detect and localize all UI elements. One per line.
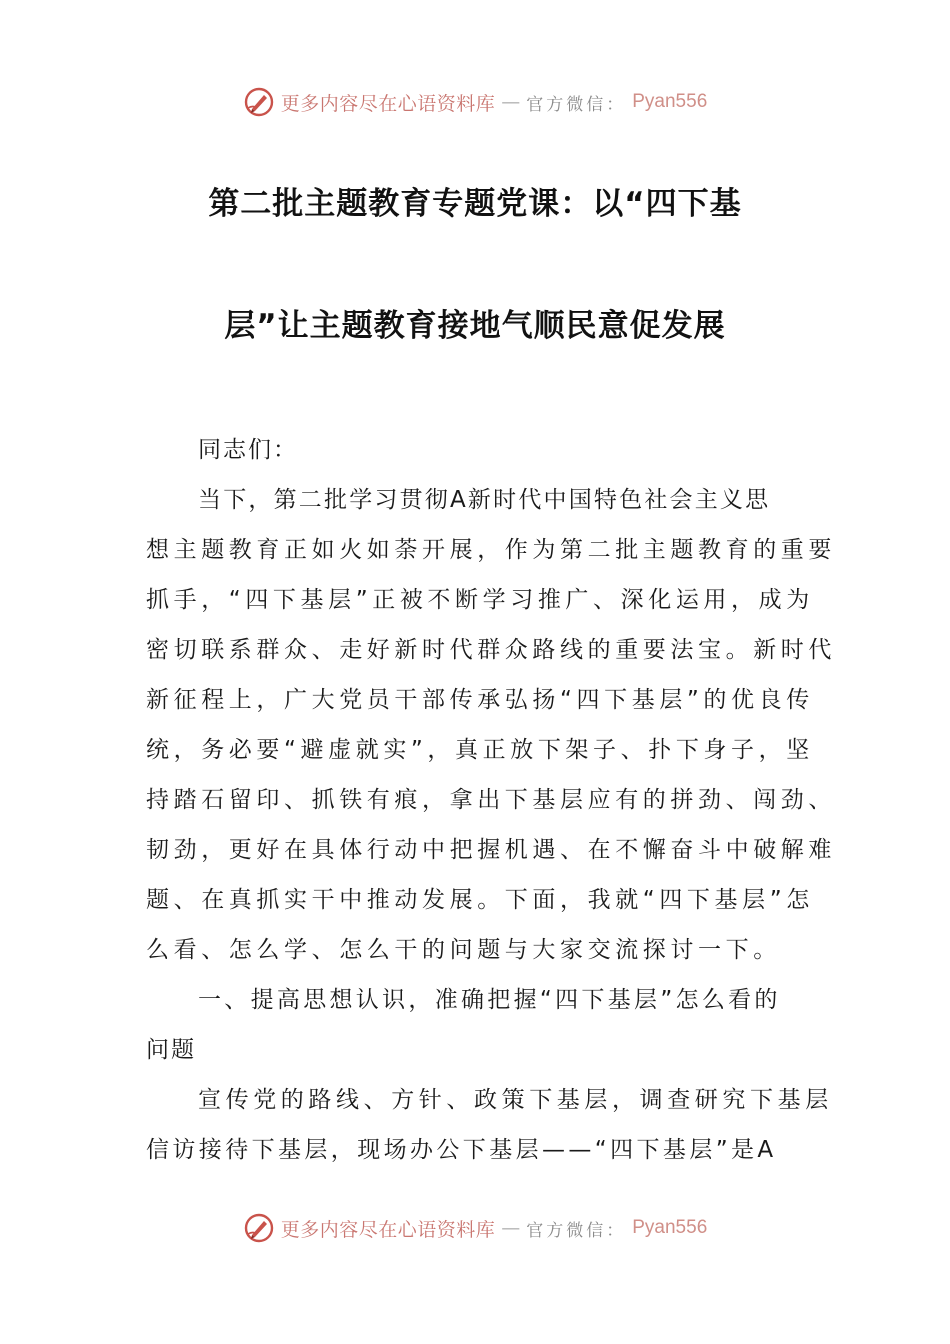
section-heading-line: 一、提高思想认识，准确把握“四下基层”怎么看的 bbox=[198, 987, 781, 1013]
pen-logo-icon bbox=[243, 86, 275, 118]
document-title-line-2: 层”让主题教育接地气顺民意促发展 bbox=[224, 308, 726, 344]
watermark-dash: — bbox=[501, 1217, 521, 1239]
paragraph-line: 么看、怎么学、怎么干的问题与大家交流探讨一下。 bbox=[146, 937, 781, 963]
paragraph-line: 信访接待下基层，现场办公下基层——“四下基层”是A bbox=[146, 1137, 777, 1163]
paragraph-line: 新征程上，广大党员干部传承弘扬“四下基层”的优良传 bbox=[146, 687, 814, 713]
paragraph-line: 当下，第二批学习贯彻A新时代中国特色社会主义思 bbox=[198, 487, 771, 513]
paragraph-line: 宣传党的路线、方针、政策下基层，调查研究下基层 bbox=[198, 1087, 833, 1113]
paragraph-line: 持踏石留印、抓铁有痕，拿出下基层应有的拼劲、闯劲、 bbox=[146, 787, 836, 813]
watermark-dash: — bbox=[501, 91, 521, 113]
document-title-line-1: 第二批主题教育专题党课：以“四下基 bbox=[208, 186, 742, 222]
salutation: 同志们： bbox=[198, 437, 298, 463]
watermark-main-text: 更多内容尽在心语资料库 bbox=[280, 1218, 496, 1241]
paragraph-line: 韧劲，更好在具体行动中把握机遇、在不懈奋斗中破解难 bbox=[146, 837, 836, 863]
pen-logo-icon bbox=[243, 1212, 275, 1244]
watermark-main-text: 更多内容尽在心语资料库 bbox=[280, 92, 496, 115]
paragraph-line: 想主题教育正如火如荼开展，作为第二批主题教育的重要 bbox=[146, 537, 836, 563]
watermark-label: 官方微信： bbox=[526, 94, 627, 115]
paragraph-line: 抓手，“四下基层”正被不断学习推广、深化运用，成为 bbox=[146, 587, 814, 613]
watermark-label: 官方微信： bbox=[526, 1220, 627, 1241]
paragraph-line: 密切联系群众、走好新时代群众路线的重要法宝。新时代 bbox=[146, 637, 836, 663]
watermark-id: Pyan556 bbox=[632, 91, 708, 112]
footer-watermark bbox=[0, 1212, 950, 1244]
header-watermark bbox=[0, 86, 950, 118]
watermark-id: Pyan556 bbox=[632, 1217, 708, 1238]
section-heading-line: 问题 bbox=[146, 1037, 196, 1063]
paragraph-line: 统，务必要“避虚就实”，真正放下架子、扑下身子，坚 bbox=[146, 737, 814, 763]
paragraph-line: 题、在真抓实干中推动发展。下面，我就“四下基层”怎 bbox=[146, 887, 814, 913]
